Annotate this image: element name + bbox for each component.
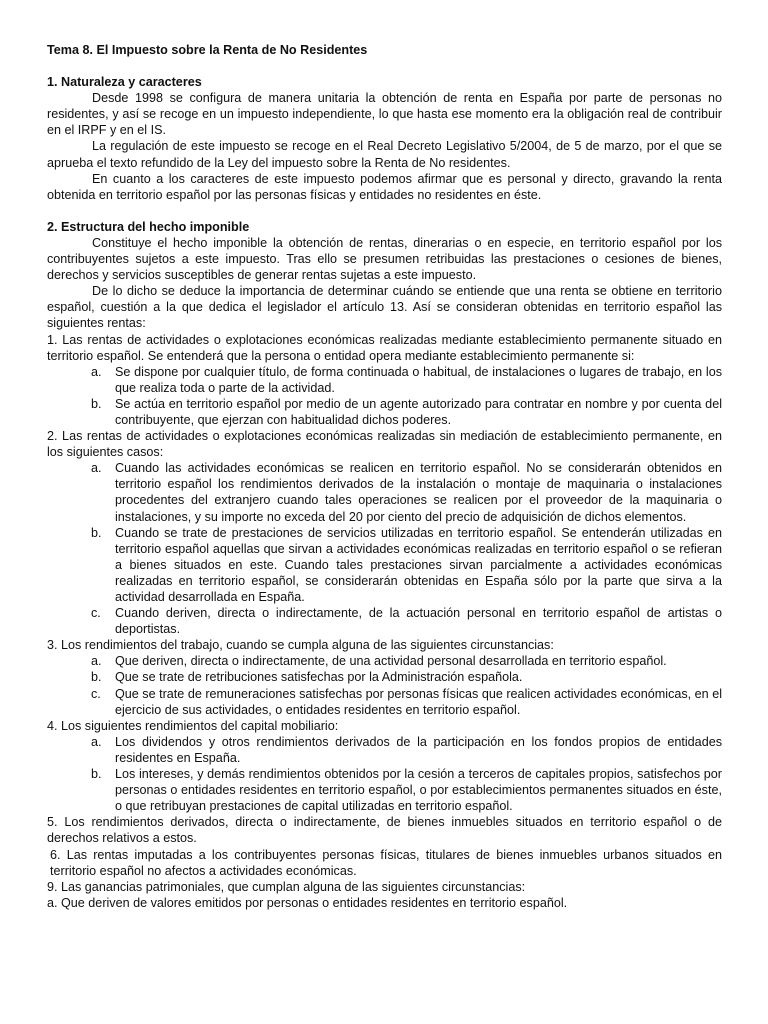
list-item: 1. Las rentas de actividades o explotaciones económicas realizadas mediante establecimiento permanente situado en territorio español. Se entenderá que la persona o entidad opera mediante establecimiento permanente si:	[47, 332, 722, 363]
sub-list-marker: b.	[91, 396, 102, 411]
sub-list-item	[47, 669, 722, 685]
sub-list-marker: b.	[91, 670, 102, 685]
sub-list-text: Los intereses, y demás rendimientos obtenidos por la cesión a terceros de capitales propios, satisfechos por personas o entidades residentes en territorio español, o por establecimientos permanentes situados en éste, o que retribuyan prestaciones de capital utilizadas en territorio español.	[115, 767, 722, 814]
sub-list-text: Que deriven, directa o indirectamente, de una actividad personal desarrollada en territorio español.	[115, 654, 667, 669]
sub-list-item	[47, 686, 722, 718]
list-item: 3. Los rendimientos del trabajo, cuando se cumpla alguna de las siguientes circunstancias:	[47, 638, 554, 653]
sub-list-marker: c.	[91, 606, 101, 621]
list-item: 6. Las rentas imputadas a los contribuyentes personas físicas, titulares de bienes inmuebles urbanos situados en territorio español no afectos a actividades económicas.	[50, 847, 722, 878]
section-spacer	[47, 203, 722, 219]
income-list	[47, 332, 722, 911]
sub-list-item	[47, 653, 722, 669]
sub-list-item	[47, 525, 722, 605]
sub-list-item	[47, 460, 722, 524]
list-item: a. Que deriven de valores emitidos por personas o entidades residentes en territorio español.	[47, 895, 568, 910]
section-1-paragraph: Desde 1998 se configura de manera unitaria la obtención de renta en España por parte de personas no residentes, y así se recoge en un impuesto independiente, lo que hasta ese momento era la obligación real de contribuir en el IRPF y en el IS.	[47, 91, 722, 138]
sub-list-item	[47, 766, 722, 814]
list-item: 4. Los siguientes rendimientos del capital mobiliario:	[47, 718, 339, 733]
sub-list	[47, 734, 722, 814]
sub-list	[47, 653, 722, 717]
sub-list-text: Cuando las actividades económicas se realicen en territorio español. No se considerarán obtenidos en territorio español los rendimientos derivados de la instalación o montaje de maquinaria o instalaciones procedentes del extranjero cuando tales operaciones se realicen por el proveedor de la maquinaria o instalaciones, y su importe no exceda del 20 por ciento del precio de adquisición de dichos elementos.	[115, 461, 722, 524]
section-1-paragraph: La regulación de este impuesto se recoge en el Real Decreto Legislativo 5/2004, de 5 de marzo, por el que se aprueba el texto refundido de la Ley del impuesto sobre la Renta de No residentes.	[47, 139, 722, 170]
sub-list-marker: a.	[91, 364, 102, 379]
sub-list-marker: a.	[91, 654, 102, 669]
sub-list-text: Que se trate de retribuciones satisfechas por la Administración española.	[115, 670, 523, 685]
section-2-paragraph: De lo dicho se deduce la importancia de determinar cuándo se entiende que una renta se obtiene en territorio español, cuestión a la que dedica el legislador el artículo 13. Así se consideran obtenidas en territorio español las siguientes rentas:	[47, 284, 722, 331]
sub-list-marker: b.	[91, 525, 102, 540]
sub-list-marker: a.	[91, 461, 102, 476]
sub-list-text: Se actúa en territorio español por medio de un agente autorizado para contratar en nombre y por cuenta del contribuyente, que ejerzan con habitualidad dichos poderes.	[115, 396, 722, 427]
section-2-heading: 2. Estructura del hecho imponible	[47, 219, 250, 234]
sub-list-text: Los dividendos y otros rendimientos derivados de la participación en los fondos propios de entidades residentes en España.	[115, 734, 722, 765]
sub-list	[47, 364, 722, 428]
sub-list-marker: c.	[91, 686, 101, 701]
section-1-heading: 1. Naturaleza y caracteres	[47, 75, 202, 90]
sub-list-text: Se dispone por cualquier título, de forma continuada o habitual, de instalaciones o lugares de trabajo, en los que realiza toda o parte de la actividad.	[115, 364, 722, 395]
list-item: 5. Los rendimientos derivados, directa o indirectamente, de bienes inmuebles situados en territorio español o de derechos relativos a estos.	[47, 815, 722, 846]
sub-list-text: Que se trate de remuneraciones satisfechas por personas físicas que realicen actividades económicas, en el ejercicio de sus actividades, o entidades residentes en territorio español.	[115, 686, 722, 717]
sub-list-item	[47, 734, 722, 766]
sub-list-marker: a.	[91, 734, 102, 749]
section-2-paragraph: Constituye el hecho imponible la obtención de rentas, dinerarias o en especie, en territorio español por los contribuyentes sujetos a este impuesto. Tras ello se presumen retribuidas las prestaciones o cesiones de bienes, derechos y servicios susceptibles de generar rentas sujetas a este impuesto.	[47, 235, 722, 283]
sub-list	[47, 460, 722, 637]
sub-list-item	[47, 396, 722, 428]
sub-list-item	[47, 364, 722, 396]
sub-list-text: Cuando se trate de prestaciones de servicios utilizadas en territorio español. Se entenderán utilizadas en territorio español aquellas que sirvan a actividades económicas realizadas en territorio español o se refieran a bienes situados en este. Cuando tales prestaciones sirvan parcialmente a actividades económicas realizadas en territorio español, se considerarán obtenidas en España sólo por la parte que sirva a la actividad desarrollada en España.	[115, 525, 722, 604]
sub-list-item	[47, 605, 722, 637]
sub-list-marker: b.	[91, 767, 102, 782]
section-1-paragraph: En cuanto a los caracteres de este impuesto podemos afirmar que es personal y directo, gravando la renta obtenida en territorio español por las personas físicas y entidades no residentes en éste.	[47, 171, 722, 202]
sub-list-text: Cuando deriven, directa o indirectamente, de la actuación personal en territorio español de artistas o deportistas.	[115, 606, 722, 637]
document-title: Tema 8. El Impuesto sobre la Renta de No Residentes	[47, 43, 368, 57]
list-item: 9. Las ganancias patrimoniales, que cumplan alguna de las siguientes circunstancias:	[47, 879, 526, 894]
list-item: 2. Las rentas de actividades o explotaciones económicas realizadas sin mediación de establecimiento permanente, en los siguientes casos:	[47, 429, 722, 460]
